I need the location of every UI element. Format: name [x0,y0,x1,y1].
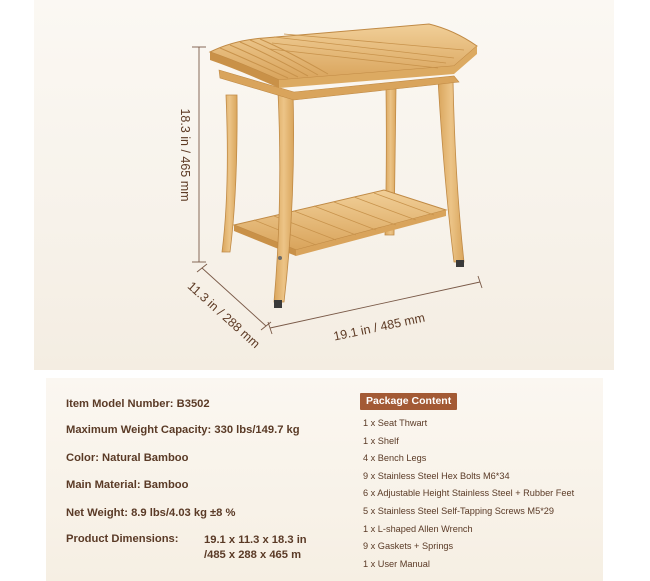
height-dimension-line [192,47,206,262]
spec-net-weight [66,507,235,519]
spec-weight-capacity [66,424,300,436]
height-dimension-label: 18.3 in / 465 mm [178,108,192,202]
package-item: 4 x Bench Legs [363,453,427,464]
spec-product-dimensions [66,533,346,565]
package-content-list [363,417,574,575]
spec-material [66,479,188,491]
spec-model-number [66,398,210,410]
package-item: 1 x Shelf [363,435,399,446]
spec-label: Product Dimensions: [66,533,179,545]
spec-label: Net Weight: [66,507,128,519]
width-dimension-label: 19.1 in / 485 mm [332,310,427,344]
spec-value [204,533,307,563]
spec-color [66,452,188,464]
package-content-title: Package Content [360,393,457,410]
bench-shelf [234,190,446,256]
package-item: 1 x L-shaped Allen Wrench [363,523,473,534]
package-item: 6 x Adjustable Height Stainless Steel + Rubber Feet [363,488,575,499]
spec-label: Color: [66,452,99,464]
spec-value: 8.9 lbs/4.03 kg ±8 % [131,507,236,519]
spec-value: Bamboo [143,479,189,491]
spec-value-line-1: 19.1 x 11.3 x 18.3 in [204,534,307,546]
package-item: 1 x Seat Thwart [363,418,428,428]
spec-value: B3502 [176,398,210,410]
depth-dimension-label: 11.3 in / 288 mm [184,278,263,352]
specifications-panel [46,378,603,581]
spec-label: Main Material: [66,479,141,491]
product-photo [34,0,614,370]
package-item: 1 x User Manual [363,558,430,569]
package-item: 9 x Stainless Steel Hex Bolts M6*34 [363,470,510,481]
bench-illustration [34,0,614,370]
spec-label: Item Model Number: [66,398,174,410]
spec-value: 330 lbs/149.7 kg [214,424,300,436]
package-item: 9 x Gaskets + Springs [363,541,454,552]
package-item: 5 x Stainless Steel Self-Tapping Screws M5*29 [363,505,554,516]
front-leg-left [274,92,294,308]
spec-value-line-2: /485 x 288 x 465 m [204,549,302,561]
spec-label: Maximum Weight Capacity: [66,424,212,436]
spec-value: Natural Bamboo [102,452,189,464]
front-leg-right [438,80,464,267]
